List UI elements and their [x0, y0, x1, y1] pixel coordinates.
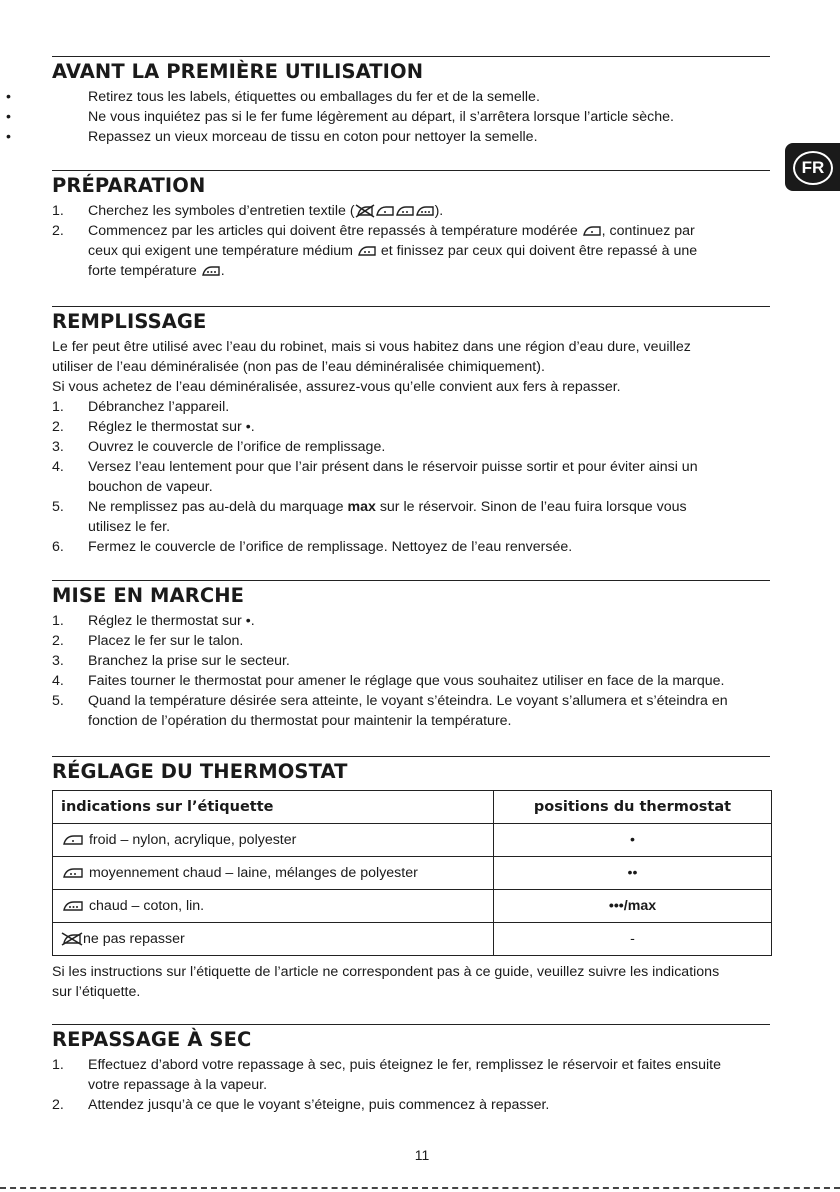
table-row: froid – nylon, acrylique, polyester •	[53, 824, 772, 857]
table-row: chaud – coton, lin. •••/max	[53, 890, 772, 923]
page-number: 11	[414, 1147, 430, 1163]
paragraph-line: utiliser de l’eau déminéralisée (non pas de l’eau déminéralisée chimiquement).	[52, 359, 545, 375]
list-item: • Retirez tous les labels, étiquettes ou emballages du fer et de la semelle.	[6, 89, 540, 105]
language-tab	[785, 143, 840, 191]
column-header: indications sur l’étiquette	[53, 791, 494, 824]
iron-high-icon	[61, 899, 85, 913]
no-iron-icon	[61, 932, 83, 946]
paragraph-line: Si les instructions sur l’étiquette de l’article ne correspondent pas à ce guide, veuillez suivre les indications	[52, 964, 720, 980]
section-first-use	[6, 56, 770, 147]
section-title: REPASSAGE À SEC	[52, 1028, 252, 1051]
list-item: 5. Quand la température désirée sera atteinte, le voyant s’éteindra. Le voyant s’allumera et s’éteindra en fonction de l’opération du thermostat pour maintenir la température.	[52, 693, 728, 729]
section-startup	[52, 580, 770, 731]
section-title: AVANT LA PREMIÈRE UTILISATION	[52, 60, 424, 83]
list-item: 2. Attendez jusqu’à ce que le voyant s’éteigne, puis commencez à repasser.	[52, 1097, 550, 1113]
section-title: REMPLISSAGE	[52, 310, 207, 333]
iron-low-icon	[375, 204, 395, 218]
section-filling	[52, 306, 770, 557]
list-item: 2. Commencez par les articles qui doivent être repassés à température modérée , continuez par ceux qui exigent une température médium et finissez par ceux qui doivent être repassé à une forte température .	[52, 223, 698, 279]
section-title: MISE EN MARCHE	[52, 584, 245, 607]
thermo-dot-icon: •	[245, 613, 251, 629]
cut-line	[0, 1187, 840, 1189]
section-dry-ironing	[52, 1024, 770, 1115]
iron-medium-icon	[357, 244, 377, 258]
thermo-dot-icon: •	[245, 419, 251, 435]
list-item: • Ne vous inquiétez pas si le fer fume légèrement au départ, il s’arrêtera lorsque l’article sèche.	[6, 109, 674, 125]
iron-high-icon	[201, 264, 221, 278]
list-item: • Repassez un vieux morceau de tissu en coton pour nettoyer la semelle.	[6, 129, 538, 145]
list-item: 6. Fermez le couvercle de l’orifice de remplissage. Nettoyez de l’eau renversée.	[52, 539, 573, 555]
table-row: ne pas repasser -	[53, 923, 772, 956]
list-item: 4. Versez l’eau lentement pour que l’air présent dans le réservoir puisse sortir et pour éviter ainsi un bouchon de vapeur.	[52, 459, 698, 495]
iron-medium-icon	[61, 866, 85, 880]
iron-high-icon	[415, 204, 435, 218]
list-item: 1. Effectuez d’abord votre repassage à sec, puis éteignez le fer, remplissez le réservoir et faites ensuite votre repassage à la vapeur.	[52, 1057, 721, 1093]
no-iron-icon	[355, 204, 375, 218]
paragraph-line: Le fer peut être utilisé avec l’eau du robinet, mais si vous habitez dans une région d’eau dure, veuillez	[52, 339, 691, 355]
iron-medium-icon	[395, 204, 415, 218]
list-item: 4. Faites tourner le thermostat pour amener le réglage que vous souhaitez utiliser en face de la marque.	[52, 673, 725, 689]
section-title: RÉGLAGE DU THERMOSTAT	[52, 760, 348, 783]
list-item: 1. Cherchez les symboles d’entretien textile ( ).	[52, 203, 444, 219]
thermostat-table	[52, 790, 772, 956]
section-title: PRÉPARATION	[52, 174, 206, 197]
table-header-row	[53, 791, 772, 824]
language-label: FR	[793, 151, 833, 185]
table-row: moyennement chaud – laine, mélanges de polyester ••	[53, 857, 772, 890]
list-item: 2. Réglez le thermostat sur •.	[52, 419, 255, 435]
list-item: 3. Branchez la prise sur le secteur.	[52, 653, 290, 669]
iron-low-icon	[61, 833, 85, 847]
list-item: 2. Placez le fer sur le talon.	[52, 633, 244, 649]
paragraph-line: Si vous achetez de l’eau déminéralisée, assurez-vous qu’elle convient aux fers à repasser.	[52, 379, 621, 395]
section-thermostat	[52, 756, 770, 785]
section-preparation	[52, 170, 770, 281]
list-item: 5. Ne remplissez pas au-delà du marquage max sur le réservoir. Sinon de l’eau fuira lorsque vous utilisez le fer.	[52, 499, 687, 535]
paragraph-line: sur l’étiquette.	[52, 984, 141, 1000]
column-header: positions du thermostat	[494, 791, 772, 824]
list-item: 1. Débranchez l’appareil.	[52, 399, 230, 415]
list-item: 1. Réglez le thermostat sur •.	[52, 613, 255, 629]
iron-low-icon	[582, 224, 602, 238]
list-item: 3. Ouvrez le couvercle de l’orifice de remplissage.	[52, 439, 386, 455]
